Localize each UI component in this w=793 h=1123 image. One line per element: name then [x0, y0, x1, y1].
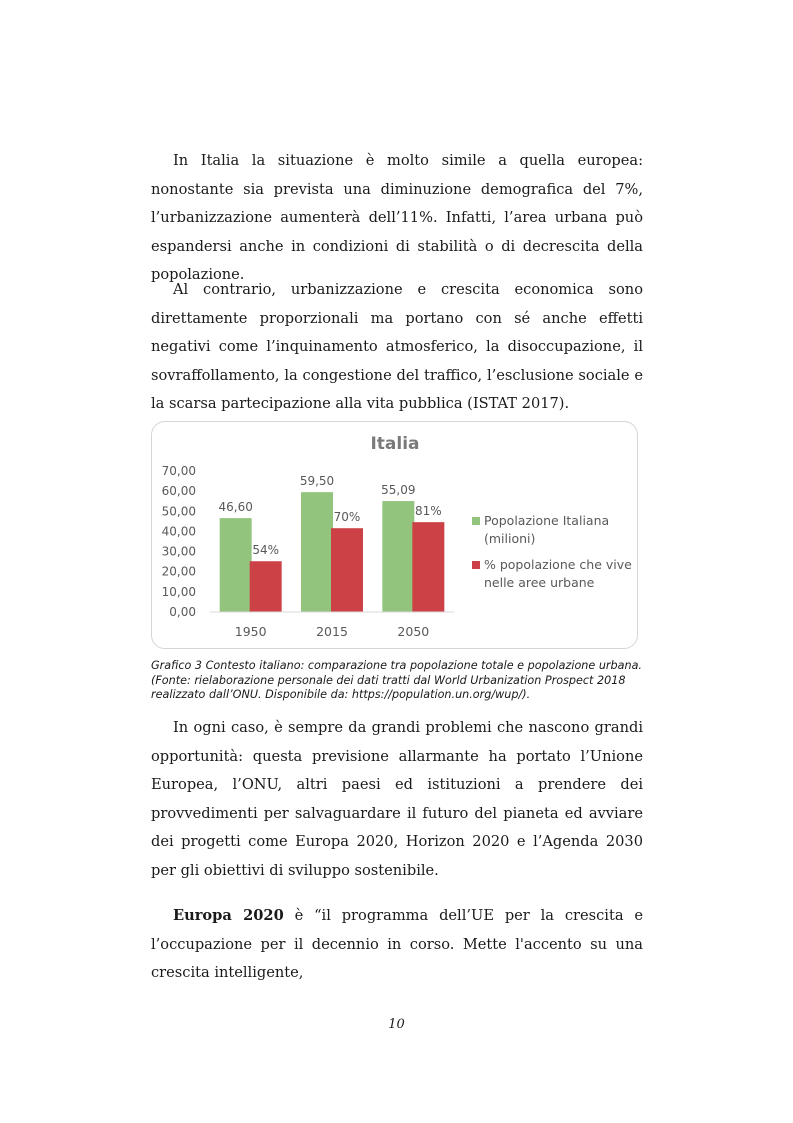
paragraph-2: [151, 276, 643, 419]
paragraph-3-text: In ogni caso, è sempre da grandi problemi che nascono grandi opportunità: questa previsione allarmante ha portato l’Unione Europea, l’ONU, altri paesi ed istituzioni a prendere dei provvedimenti per salvaguardare il futuro del pianeta ed avviare dei progetti come Europa 2020, Horizon 2020 e l’Agenda 2030 per gli obiettivi di sviluppo sostenibile.: [151, 719, 643, 879]
chart-container: [151, 421, 638, 649]
x-tick-label: 1950: [234, 624, 267, 639]
bar-chart: [152, 422, 639, 650]
y-tick-label: 50,00: [161, 504, 196, 519]
page-number: 10: [388, 1017, 405, 1032]
data-label: 54%: [252, 543, 280, 558]
y-tick-label: 0,00: [169, 605, 196, 619]
paragraph-2-text: Al contrario, urbanizzazione e crescita economica sono direttamente proporzionali ma portano con sé anche effetti negativi come l’inquinamento atmosferico, la disoccupazione, il sovraffollamento, la congestione del traffico, l’esclusione sociale e la scarsa partecipazione alla vita pubblica (ISTAT 2017).: [151, 281, 643, 412]
caption-line-1: Grafico 3 Contesto italiano: comparazione tra popolazione totale e popolazione urbana.: [151, 659, 642, 672]
y-tick-label: 40,00: [161, 524, 196, 539]
y-tick-label: 20,00: [161, 564, 196, 579]
paragraph-1-text: In Italia la situazione è molto simile a quella europea: nonostante sia prevista una diminuzione demografica del 7%, l’urbanizzazione aumenterà dell’11%. Infatti, l’area urbana può espandersi anche in condizioni di stabilità o di decrescita della popolazione.: [151, 152, 643, 283]
paragraph-4: [151, 902, 643, 988]
paragraph-4-text: è “il programma dell’UE per la crescita e l’occupazione per il decennio in corso. Mette l'accento su una crescita intelligente,: [151, 907, 644, 981]
y-tick-label: 70,00: [161, 464, 196, 478]
x-axis: [210, 612, 454, 639]
bar: [412, 522, 444, 612]
caption-line-3: realizzato dall’ONU. Disponibile da: https://population.un.org/wup/).: [151, 688, 531, 701]
legend-label: % popolazione che vive: [484, 557, 632, 572]
data-label: 46,60: [218, 500, 253, 515]
y-axis: [162, 464, 196, 619]
legend-label: Popolazione Italiana: [484, 513, 610, 528]
chart-bars: [218, 474, 444, 612]
y-tick-label: 30,00: [161, 544, 196, 559]
bar: [220, 518, 252, 612]
paragraph-3: [151, 714, 643, 885]
bar: [382, 501, 414, 612]
x-tick-label: 2050: [397, 624, 430, 639]
x-tick-label: 2015: [316, 624, 348, 639]
data-label: 81%: [414, 504, 442, 519]
data-label: 70%: [333, 510, 361, 525]
figure-caption: [151, 659, 651, 703]
bar: [250, 561, 282, 612]
y-tick-label: 60,00: [161, 484, 196, 499]
bar: [331, 528, 363, 612]
paragraph-4-bold: Europa 2020: [173, 907, 284, 924]
y-tick-label: 10,00: [161, 584, 196, 599]
chart-legend: [472, 513, 632, 590]
data-label: 55,09: [381, 483, 416, 498]
chart-title: Italia: [370, 434, 420, 454]
data-label: 59,50: [299, 474, 335, 489]
legend-swatch: [472, 561, 480, 569]
bar: [301, 492, 333, 612]
legend-label: nelle aree urbane: [484, 575, 595, 590]
paragraph-1: [151, 147, 643, 290]
caption-line-2: (Fonte: rielaborazione personale dei dati tratti dal World Urbanization Prospect 2018: [151, 673, 626, 687]
legend-swatch: [472, 517, 480, 525]
legend-label: (milioni): [484, 531, 536, 546]
